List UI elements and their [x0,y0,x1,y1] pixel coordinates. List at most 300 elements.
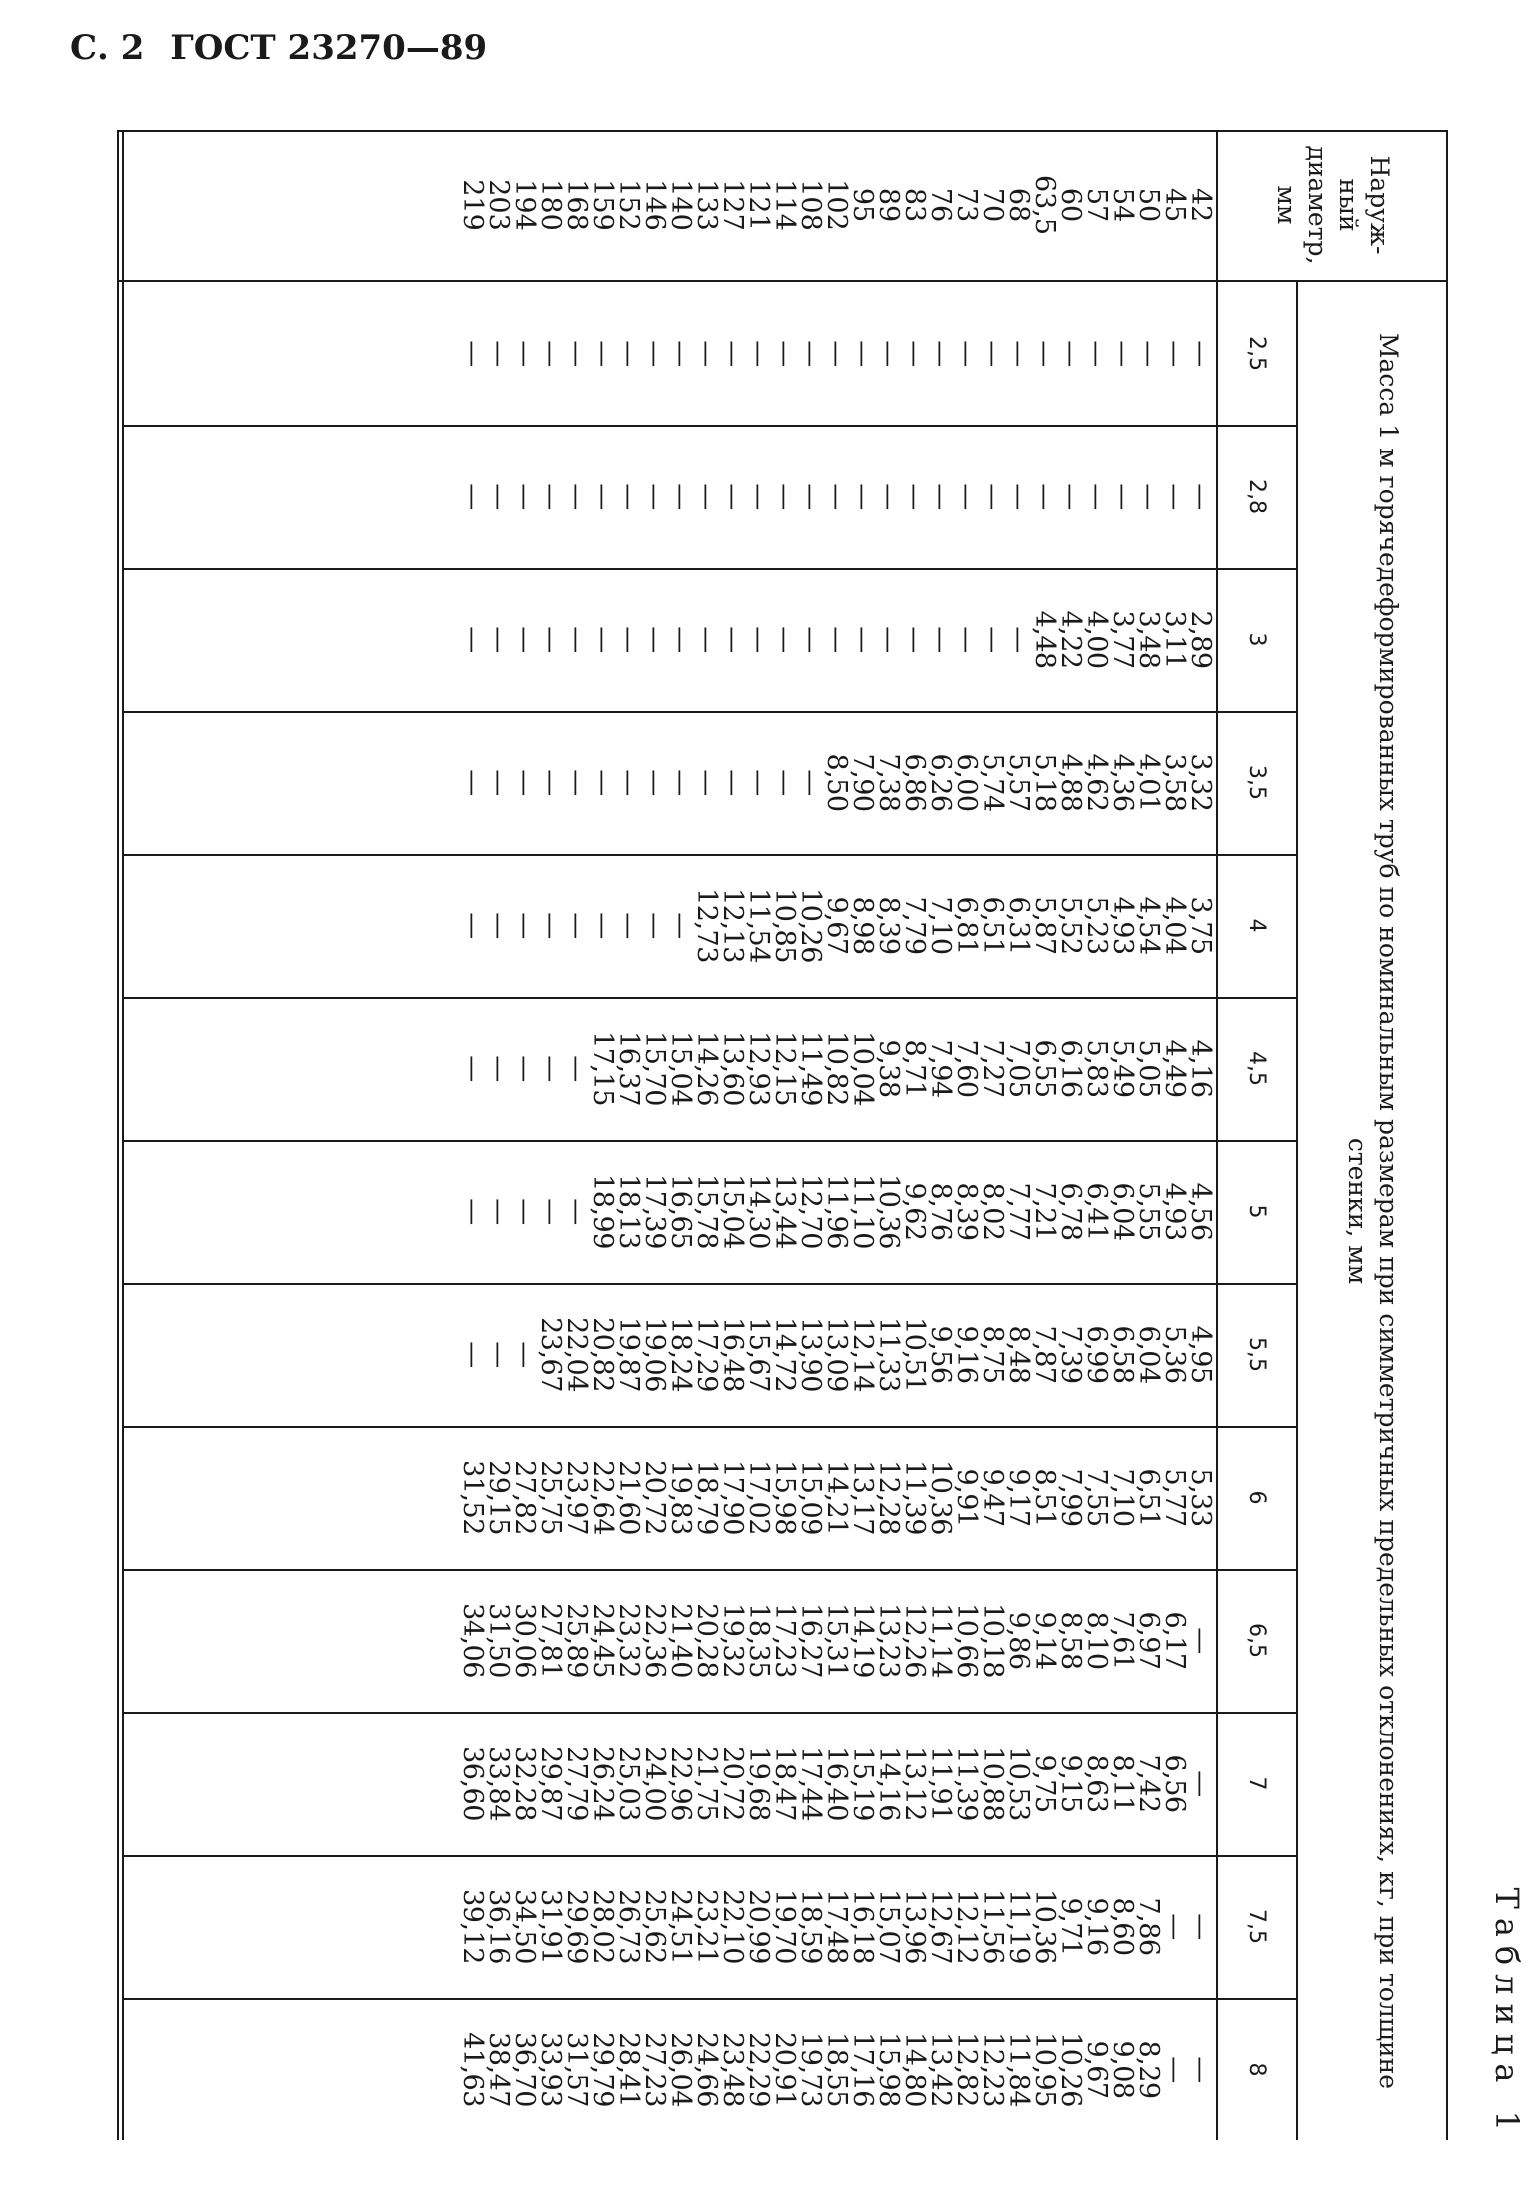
mass-cell: 5,33 [1185,1468,1216,1527]
mass-cell: 22,04 [561,1317,592,1392]
mass-cell: 26,04 [665,2032,696,2107]
mass-cell: — [639,483,670,510]
mass-cell: 22,64 [587,1460,618,1535]
mass-cell: 25,03 [613,1746,644,1821]
thickness-column [457,711,1216,854]
mass-cell: 15,67 [743,1317,774,1392]
mass-cell: 31,57 [561,2032,592,2107]
mass-cell: 29,87 [535,1746,566,1821]
mass-cell: 7,05 [1003,1039,1034,1098]
thickness-header: 3 [1244,632,1270,647]
mass-cell: — [1159,483,1190,510]
mass-cell: 20,91 [769,2032,800,2107]
mass-cell: — [509,1341,540,1368]
diameter-cell: 159 [587,179,618,231]
mass-cell: 10,18 [977,1603,1008,1678]
mass-cell: — [509,769,540,796]
mass-cell: 6,56 [1159,1754,1190,1813]
mass-cell: 11,84 [1003,2032,1034,2107]
mass-cell: 8,11 [1107,1754,1138,1813]
mass-cell: 9,08 [1107,2040,1138,2099]
mass-cell: 3,11 [1159,610,1190,669]
mass-cell: 7,42 [1133,1754,1164,1813]
mass-cell: 3,48 [1133,610,1164,669]
mass-cell: 12,28 [873,1460,904,1535]
diameter-cell: 203 [483,179,514,231]
mass-cell: 18,13 [613,1174,644,1249]
mass-cell: 17,29 [691,1317,722,1392]
diameter-cell: 108 [795,179,826,231]
mass-cell: 12,70 [795,1174,826,1249]
mass-cell: — [483,769,514,796]
mass-cell: 25,75 [535,1460,566,1535]
mass-cell: — [769,483,800,510]
mass-cell: — [639,626,670,653]
mass-cell: 8,60 [1107,1897,1138,1956]
mass-cell: 9,16 [1081,1897,1112,1956]
mass-cell: 13,90 [795,1317,826,1392]
thickness-header: 8 [1244,2062,1270,2077]
mass-cell: — [457,483,488,510]
mass-cell: — [457,1341,488,1368]
mass-cell: 15,04 [717,1174,748,1249]
mass-cell: 9,67 [1081,2040,1112,2099]
mass-cell: 30,06 [509,1603,540,1678]
diameter-cell: 114 [769,179,800,231]
mass-cell: 36,16 [483,1889,514,1964]
mass-cell: 25,62 [639,1889,670,1964]
mass-cell: 5,57 [1003,753,1034,812]
thickness-header: 4,5 [1244,1051,1270,1086]
mass-cell: 13,44 [769,1174,800,1249]
mass-cell: — [587,769,618,796]
mass-cell: 10,66 [951,1603,982,1678]
mass-cell: — [535,340,566,367]
mass-cell: 15,98 [769,1460,800,1535]
mass-cell: 8,39 [951,1182,982,1241]
mass-cell: 10,04 [847,1031,878,1106]
mass-cell: — [665,483,696,510]
mass-cell: 4,93 [1159,1182,1190,1241]
mass-cell: 6,58 [1107,1325,1138,1384]
diameter-cell: 121 [743,179,774,231]
mass-cell: 4,93 [1107,896,1138,955]
mass-cell: — [1029,483,1060,510]
mass-cell: 10,51 [899,1317,930,1392]
mass-cell: 12,14 [847,1317,878,1392]
mass-cell: — [1029,340,1060,367]
mass-cell: 6,78 [1055,1182,1086,1241]
mass-cell: 29,15 [483,1460,514,1535]
mass-cell: — [561,340,592,367]
mass-cell: — [483,1341,514,1368]
mass-cell: 6,99 [1081,1325,1112,1384]
mass-cell: 10,26 [795,888,826,963]
mass-cell: 8,51 [1029,1468,1060,1527]
mass-cell: 7,21 [1029,1182,1060,1241]
thickness-header: 5,5 [1244,1337,1270,1372]
mass-cell: — [639,340,670,367]
mass-cell: — [509,483,540,510]
mass-cell: — [639,912,670,939]
mass-cell: 4,48 [1029,610,1060,669]
mass-cell: 13,60 [717,1031,748,1106]
mass-cell: 11,39 [899,1460,930,1535]
thickness-header: 2,5 [1244,336,1270,371]
rotated-table [118,130,1526,2140]
mass-cell: 12,82 [951,2032,982,2107]
mass-cell: 9,62 [899,1182,930,1241]
mass-cell: — [613,340,644,367]
mass-cell: 7,94 [925,1039,956,1098]
mass-cell: — [847,340,878,367]
mass-cell: — [1055,483,1086,510]
mass-cell: — [639,769,670,796]
mass-cell: 4,00 [1081,610,1112,669]
mass-cell: 17,16 [847,2032,878,2107]
mass-cell: 7,27 [977,1039,1008,1098]
mass-cell: 5,55 [1133,1182,1164,1241]
mass-cell: 7,77 [1003,1182,1034,1241]
diameter-cell: 50 [1133,187,1164,223]
mass-cell: — [535,1055,566,1082]
mass-cell: 12,12 [951,1889,982,1964]
mass-cell: 6,16 [1055,1039,1086,1098]
mass-cell: 8,50 [821,753,852,812]
mass-cell: 11,39 [951,1746,982,1821]
diameter-cell: 70 [977,187,1008,223]
mass-cell: 7,61 [1107,1611,1138,1670]
mass-cell: 20,82 [587,1317,618,1392]
mass-cell: — [483,340,514,367]
mass-cell: 2,89 [1185,610,1216,669]
diameter-cell: 102 [821,179,852,231]
mass-cell: 9,67 [821,896,852,955]
mass-cell: 5,52 [1055,896,1086,955]
thickness-column [457,1855,1216,1998]
mass-cell: 11,10 [847,1174,878,1249]
mass-cell: — [691,769,722,796]
mass-cell: — [561,769,592,796]
mass-cell: 5,49 [1107,1039,1138,1098]
mass-cell: 8,75 [977,1325,1008,1384]
mass-cell: 13,09 [821,1317,852,1392]
mass-cell: — [1003,483,1034,510]
mass-cell: 9,47 [977,1468,1008,1527]
mass-cell: 18,24 [665,1317,696,1392]
mass-cell: 23,32 [613,1603,644,1678]
mass-cell: 4,88 [1055,753,1086,812]
mass-cell: 32,28 [509,1746,540,1821]
mass-cell: — [457,769,488,796]
mass-cell: — [483,1055,514,1082]
mass-cell: 13,96 [899,1889,930,1964]
mass-cell: 7,79 [899,896,930,955]
mass-cell: — [769,340,800,367]
mass-cell: — [899,626,930,653]
mass-cell: — [561,912,592,939]
diameter-cell: 95 [847,187,878,223]
mass-cell: 4,54 [1133,896,1164,955]
mass-cell: — [535,483,566,510]
mass-cell: 23,48 [717,2032,748,2107]
diameter-cell: 168 [561,179,592,231]
page-label: С. 2 [70,28,145,68]
diameter-cell: 140 [665,179,696,231]
mass-cell: 28,02 [587,1889,618,1964]
mass-cell: 3,75 [1185,896,1216,955]
mass-cell: 19,32 [717,1603,748,1678]
mass-cell: — [535,626,566,653]
mass-cell: 10,36 [925,1460,956,1535]
mass-cell: 16,18 [847,1889,878,1964]
thickness-column [457,282,1216,425]
mass-cell: 19,73 [795,2032,826,2107]
mass-cell: — [613,483,644,510]
diameter-cell: 219 [457,179,488,231]
mass-cell: 11,19 [1003,1889,1034,1964]
mass-cell: 7,60 [951,1039,982,1098]
diameter-cell: 57 [1081,187,1112,223]
mass-cell: — [899,483,930,510]
mass-cell: 38,47 [483,2032,514,2107]
mass-cell: 14,21 [821,1460,852,1535]
mass-cell: — [483,626,514,653]
mass-cell: 7,55 [1081,1468,1112,1527]
mass-cell: 18,35 [743,1603,774,1678]
mass-cell: 9,14 [1029,1611,1060,1670]
mass-cell: 6,86 [899,753,930,812]
mass-cell: — [925,626,956,653]
mass-cell: — [821,340,852,367]
mass-cell: — [587,912,618,939]
mass-cell: — [951,340,982,367]
mass-cell: 4,56 [1185,1182,1216,1241]
mass-cell: 8,48 [1003,1325,1034,1384]
mass-cell: — [899,340,930,367]
mass-cell: 16,48 [717,1317,748,1392]
mass-cell: 20,99 [743,1889,774,1964]
mass-cell: — [457,1198,488,1225]
diameter-cell: 127 [717,179,748,231]
mass-cell: 11,56 [977,1889,1008,1964]
mass-cell: — [873,626,904,653]
mass-cell: 41,63 [457,2032,488,2107]
mass-cell: — [769,626,800,653]
mass-cell: — [873,340,904,367]
mass-cell: 6,51 [1133,1468,1164,1527]
mass-cell: — [1055,340,1086,367]
mass-cell: 6,17 [1159,1611,1190,1670]
mass-cell: 19,06 [639,1317,670,1392]
mass-cell: 27,23 [639,2032,670,2107]
diameter-cell: 45 [1159,187,1190,223]
mass-cell: — [743,340,774,367]
mass-cell: — [691,340,722,367]
mass-cell: 8,02 [977,1182,1008,1241]
thickness-header: 7,5 [1244,1909,1270,1944]
mass-cell: 11,96 [821,1174,852,1249]
mass-cell: 8,76 [925,1182,956,1241]
mass-cell: 23,67 [535,1317,566,1392]
mass-cell: 17,02 [743,1460,774,1535]
mass-cell: 22,96 [665,1746,696,1821]
mass-cell: 21,60 [613,1460,644,1535]
mass-cell: — [1159,2056,1190,2083]
mass-cell: — [535,769,566,796]
mass-cell: 14,16 [873,1746,904,1821]
mass-cell: — [717,626,748,653]
mass-cell: 21,40 [665,1603,696,1678]
diameter-cell: 133 [691,179,722,231]
mass-cell: 10,82 [821,1031,852,1106]
mass-cell: 17,48 [821,1889,852,1964]
mass-cell: 15,98 [873,2032,904,2107]
thickness-column [457,1140,1216,1283]
diameter-cell: 63,5 [1029,174,1060,236]
mass-cell: — [951,626,982,653]
mass-cell: 34,50 [509,1889,540,1964]
mass-cell: 24,45 [587,1603,618,1678]
mass-cell: 15,09 [795,1460,826,1535]
diameter-cell: 89 [873,187,904,223]
mass-cell: — [795,769,826,796]
thickness-header: 6 [1244,1490,1270,1505]
mass-cell: — [613,769,644,796]
mass-cell: 33,84 [483,1746,514,1821]
diameter-cell: 42 [1185,187,1216,223]
mass-cell: — [977,483,1008,510]
mass-cell: 8,10 [1081,1611,1112,1670]
mass-cell: — [665,626,696,653]
mass-cell: 22,36 [639,1603,670,1678]
mass-cell: 14,72 [769,1317,800,1392]
mass-cell: 10,53 [1003,1746,1034,1821]
mass-cell: 13,12 [899,1746,930,1821]
mass-cell: 7,87 [1029,1325,1060,1384]
mass-cell: 14,19 [847,1603,878,1678]
mass-cell: 4,49 [1159,1039,1190,1098]
mass-cell: 24,66 [691,2032,722,2107]
mass-cell: 18,79 [691,1460,722,1535]
mass-cell: 13,42 [925,2032,956,2107]
mass-cell: 23,97 [561,1460,592,1535]
mass-cell: 6,41 [1081,1182,1112,1241]
page-header [70,28,501,68]
diameter-cell: 54 [1107,187,1138,223]
diameter-column [457,130,1216,280]
mass-cell: — [743,769,774,796]
mass-cell: 5,05 [1133,1039,1164,1098]
mass-cell: 5,77 [1159,1468,1190,1527]
mass-cell: 14,26 [691,1031,722,1106]
mass-cell: 34,06 [457,1603,488,1678]
thickness-header: 5 [1244,1204,1270,1219]
mass-cell: 29,79 [587,2032,618,2107]
mass-cell: 20,72 [717,1746,748,1821]
mass-cell: — [483,1198,514,1225]
mass-cell: 10,36 [873,1174,904,1249]
mass-cell: 16,37 [613,1031,644,1106]
mass-cell: — [1185,2056,1216,2083]
mass-cell: 12,23 [977,2032,1008,2107]
mass-cell: 7,10 [925,896,956,955]
mass-cell: 11,49 [795,1031,826,1106]
thickness-column [457,1569,1216,1712]
mass-cell: — [509,626,540,653]
diameter-header: Наруж-ный диаметр, мм [1271,145,1395,265]
mass-cell: — [665,912,696,939]
mass-cell: 15,31 [821,1603,852,1678]
mass-cell: 4,36 [1107,753,1138,812]
mass-cell: 6,81 [951,896,982,955]
standard-number: ГОСТ 23270—89 [170,28,488,68]
diameter-cell: 146 [639,179,670,231]
mass-cell: 18,59 [795,1889,826,1964]
mass-cell: 5,74 [977,753,1008,812]
mass-cell: — [613,912,644,939]
mass-cell: — [483,912,514,939]
mass-cell: — [561,1055,592,1082]
mass-cell: — [873,483,904,510]
mass-cell: 9,17 [1003,1468,1034,1527]
mass-cell: 8,58 [1055,1611,1086,1670]
mass-cell: 26,24 [587,1746,618,1821]
mass-cell: 4,01 [1133,753,1164,812]
mass-cell: 6,51 [977,896,1008,955]
mass-cell: 3,32 [1185,753,1216,812]
thickness-column [457,1998,1216,2141]
table-caption: Таблица 1 [1488,1887,1526,2140]
mass-cell: 4,95 [1185,1325,1216,1384]
mass-cell: — [795,483,826,510]
mass-cell: — [743,626,774,653]
mass-cell: 29,69 [561,1889,592,1964]
mass-cell: — [509,912,540,939]
mass-cell: — [483,483,514,510]
mass-cell: 5,36 [1159,1325,1190,1384]
mass-cell: — [925,340,956,367]
mass-cell: 19,70 [769,1889,800,1964]
thickness-column [457,1712,1216,1855]
diameter-cell: 194 [509,179,540,231]
mass-cell: 19,87 [613,1317,644,1392]
mass-cell: 12,67 [925,1889,956,1964]
mass-cell: — [1185,483,1216,510]
mass-cell: — [535,1198,566,1225]
diameter-cell: 68 [1003,187,1034,223]
mass-cell: — [769,769,800,796]
mass-cell: — [1185,340,1216,367]
mass-cell: 3,58 [1159,753,1190,812]
thickness-column [457,997,1216,1140]
diameter-cell: 73 [951,187,982,223]
mass-cell: 18,47 [769,1746,800,1821]
mass-cell: 11,33 [873,1317,904,1392]
mass-cell: — [1003,340,1034,367]
mass-cell: 11,54 [743,888,774,963]
mass-cell: — [743,483,774,510]
mass-cell: 10,88 [977,1746,1008,1821]
mass-cell: 6,04 [1133,1325,1164,1384]
mass-cell: 31,91 [535,1889,566,1964]
mass-cell: — [1107,483,1138,510]
mass-cell: 6,55 [1029,1039,1060,1098]
mass-cell: — [821,483,852,510]
mass-cell: 25,89 [561,1603,592,1678]
mass-cell: — [717,483,748,510]
mass-cell: 27,79 [561,1746,592,1821]
